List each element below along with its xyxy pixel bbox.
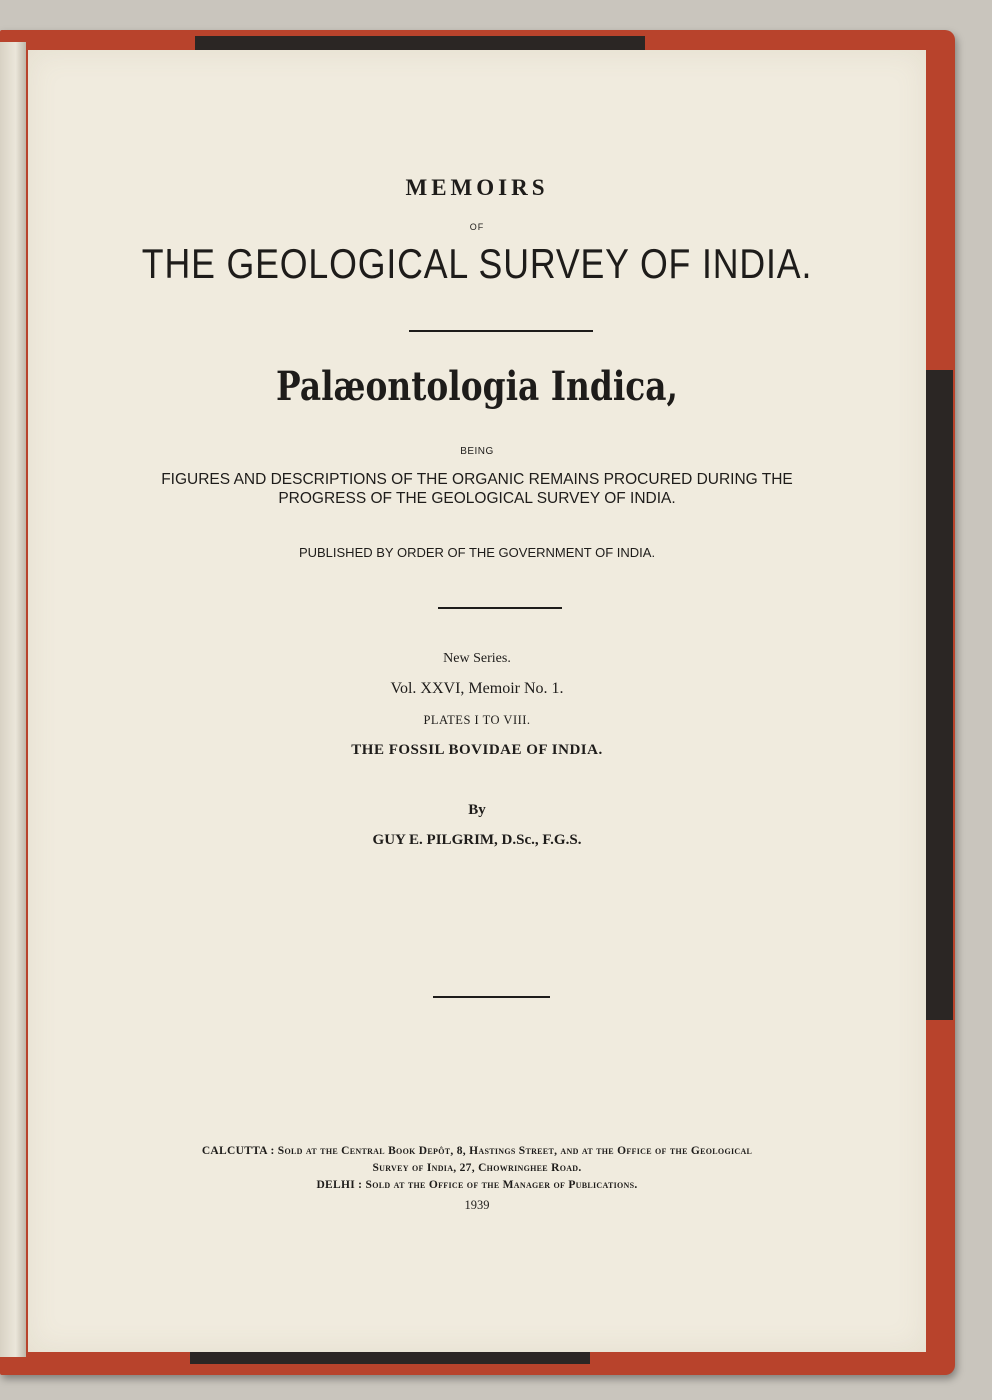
imprint-line-2: Survey of India, 27, Chowringhee Road.: [372, 1162, 582, 1174]
imprint-delhi-text: Sold at the Office of the Manager of Publications.: [365, 1179, 638, 1191]
divider-rule: [438, 607, 562, 609]
being-label: BEING: [460, 446, 494, 457]
imprint-calcutta-label: CALCUTTA :: [201, 1145, 275, 1157]
imprint-line-3: [28, 1177, 926, 1194]
author-name: GUY E. PILGRIM, D.Sc., F.G.S.: [372, 832, 582, 848]
imprint: [28, 1143, 926, 1194]
plates-label: PLATES I TO VIII.: [423, 713, 531, 727]
cover-bottom-strip: [190, 1350, 590, 1364]
published-statement: PUBLISHED BY ORDER OF THE GOVERNMENT OF INDIA.: [298, 545, 656, 560]
series-description-line-1: FIGURES AND DESCRIPTIONS OF THE ORGANIC REMAINS PROCURED DURING THE: [161, 471, 793, 488]
imprint-line-1: [28, 1143, 926, 1160]
imprint-delhi-label: DELHI :: [316, 1179, 363, 1191]
title-page: [28, 50, 926, 1352]
series-description-line-2: PROGRESS OF THE GEOLOGICAL SURVEY OF INDIA.: [278, 490, 676, 507]
new-series-label: New Series.: [443, 651, 511, 666]
cover-spine-strip: [925, 370, 953, 1020]
publication-year: 1939: [464, 1198, 490, 1212]
imprint-calcutta-text: Sold at the Central Book Depôt, 8, Hastings Street, and at the Office of the Geological: [277, 1145, 753, 1157]
divider-rule: [409, 330, 593, 332]
series-description: [28, 470, 926, 508]
of-label: OF: [469, 222, 485, 232]
survey-title: THE GEOLOGICAL SURVEY OF INDIA.: [141, 240, 813, 287]
by-label: By: [468, 802, 486, 818]
series-title: Palæontologia Indica,: [276, 363, 678, 410]
volume-label: Vol. XXVI, Memoir No. 1.: [390, 680, 564, 697]
memoirs-heading: MEMOIRS: [405, 175, 549, 200]
divider-rule: [433, 996, 550, 998]
work-title: THE FOSSIL BOVIDAE OF INDIA.: [351, 742, 603, 758]
facing-page-edge: [0, 42, 26, 1357]
